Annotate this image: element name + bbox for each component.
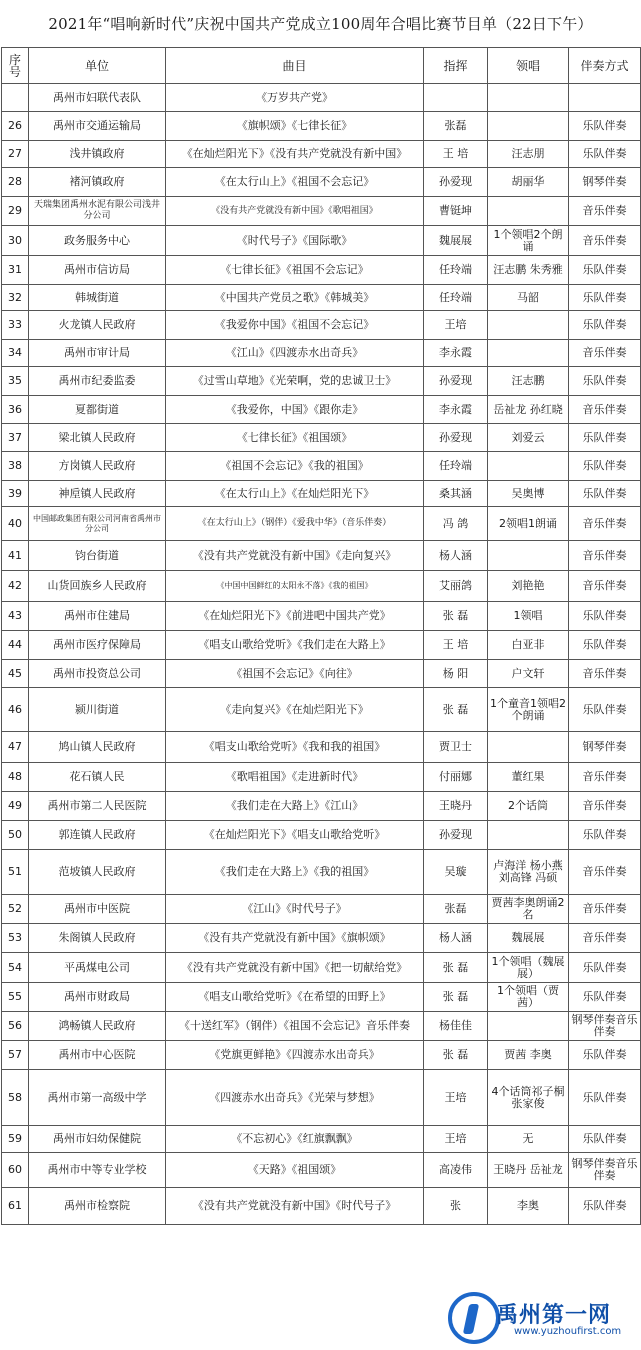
conductor-cell: 张 <box>424 1188 488 1225</box>
lead-singer-cell: 李奥 <box>488 1188 569 1225</box>
conductor-cell: 杨佳佳 <box>424 1012 488 1041</box>
unit-cell: 郭连镇人民政府 <box>29 821 166 850</box>
accompaniment-cell <box>569 84 641 112</box>
unit-cell: 禹州市审计局 <box>29 340 166 367</box>
lead-singer-cell <box>488 452 569 481</box>
conductor-cell: 任玲端 <box>424 452 488 481</box>
unit-cell: 禹州市妇幼保健院 <box>29 1126 166 1153</box>
conductor-cell: 孙爱现 <box>424 367 488 396</box>
accompaniment-cell: 乐队伴奏 <box>569 367 641 396</box>
lead-singer-cell: 贾茜 李奥 <box>488 1041 569 1070</box>
song-cell: 《没有共产党就没有新中国》《旗帜颂》 <box>166 924 424 953</box>
unit-cell: 禹州市财政局 <box>29 983 166 1012</box>
accompaniment-cell: 音乐伴奏 <box>569 571 641 602</box>
conductor-cell: 李永霞 <box>424 396 488 424</box>
song-cell: 《在太行山上》《祖国不会忘记》 <box>166 168 424 197</box>
song-cell: 《我们走在大路上》《江山》 <box>166 792 424 821</box>
conductor-cell: 李永霞 <box>424 340 488 367</box>
seq-cell: 34 <box>2 340 29 367</box>
accompaniment-cell: 音乐伴奏 <box>569 541 641 571</box>
accompaniment-cell: 音乐伴奏 <box>569 792 641 821</box>
table-row <box>2 602 641 631</box>
seq-cell: 31 <box>2 256 29 285</box>
accompaniment-cell: 乐队伴奏 <box>569 602 641 631</box>
lead-singer-cell: 2个话筒 <box>488 792 569 821</box>
song-cell: 《没有共产党就没有新中国》《歌唱祖国》 <box>166 197 424 226</box>
table-row <box>2 112 641 141</box>
lead-singer-cell: 汪志鹏 <box>488 367 569 396</box>
seq-cell: 56 <box>2 1012 29 1041</box>
conductor-cell: 张 磊 <box>424 688 488 732</box>
song-cell: 《党旗更鲜艳》《四渡赤水出奇兵》 <box>166 1041 424 1070</box>
song-cell: 《七律长征》《祖国不会忘记》 <box>166 256 424 285</box>
seq-cell: 46 <box>2 688 29 732</box>
header-cell: 曲目 <box>166 48 424 84</box>
unit-cell: 禹州市医疗保障局 <box>29 631 166 660</box>
accompaniment-cell: 钢琴伴奏音乐伴奏 <box>569 1012 641 1041</box>
seq-cell: 45 <box>2 660 29 688</box>
header-cell: 单位 <box>29 48 166 84</box>
conductor-cell: 王晓丹 <box>424 792 488 821</box>
accompaniment-cell: 音乐伴奏 <box>569 850 641 895</box>
table-row <box>2 688 641 732</box>
conductor-cell: 冯 鸽 <box>424 507 488 541</box>
site-watermark <box>448 1290 641 1350</box>
table-row <box>2 507 641 541</box>
table-row <box>2 1041 641 1070</box>
table-row <box>2 763 641 792</box>
accompaniment-cell: 乐队伴奏 <box>569 285 641 311</box>
accompaniment-cell: 乐队伴奏 <box>569 424 641 452</box>
table-row <box>2 850 641 895</box>
conductor-cell: 杨人涵 <box>424 541 488 571</box>
seq-cell: 28 <box>2 168 29 197</box>
accompaniment-cell: 乐队伴奏 <box>569 112 641 141</box>
table-row <box>2 732 641 763</box>
seq-cell: 50 <box>2 821 29 850</box>
seq-cell: 59 <box>2 1126 29 1153</box>
lead-singer-cell: 王晓丹 岳祉龙 <box>488 1153 569 1188</box>
accompaniment-cell: 音乐伴奏 <box>569 197 641 226</box>
lead-singer-cell: 吴奥博 <box>488 481 569 507</box>
seq-cell: 53 <box>2 924 29 953</box>
lead-singer-cell: 胡丽华 <box>488 168 569 197</box>
table-row <box>2 1188 641 1225</box>
seq-cell: 27 <box>2 141 29 168</box>
seq-cell: 42 <box>2 571 29 602</box>
song-cell: 《不忘初心》《红旗飘飘》 <box>166 1126 424 1153</box>
accompaniment-cell: 音乐伴奏 <box>569 396 641 424</box>
seq-cell: 52 <box>2 895 29 924</box>
song-cell: 《没有共产党就没有新中国》《把一切献给党》 <box>166 953 424 983</box>
unit-cell: 禹州市住建局 <box>29 602 166 631</box>
song-cell: 《天路》《祖国颂》 <box>166 1153 424 1188</box>
unit-cell: 禹州市纪委监委 <box>29 367 166 396</box>
seq-cell: 39 <box>2 481 29 507</box>
song-cell: 《万岁共产党》 <box>166 84 424 112</box>
conductor-cell: 任玲端 <box>424 285 488 311</box>
lead-singer-cell: 1个童音1领唱2个朗诵 <box>488 688 569 732</box>
table-row <box>2 141 641 168</box>
song-cell: 《走向复兴》《在灿烂阳光下》 <box>166 688 424 732</box>
accompaniment-cell: 乐队伴奏 <box>569 688 641 732</box>
unit-cell: 韩城街道 <box>29 285 166 311</box>
accompaniment-cell: 乐队伴奏 <box>569 983 641 1012</box>
lead-singer-cell <box>488 311 569 340</box>
lead-singer-cell: 马韶 <box>488 285 569 311</box>
table-row <box>2 924 641 953</box>
table-row <box>2 821 641 850</box>
table-row <box>2 168 641 197</box>
table-row <box>2 631 641 660</box>
unit-cell: 范坡镇人民政府 <box>29 850 166 895</box>
unit-cell: 禹州市投资总公司 <box>29 660 166 688</box>
song-cell: 《中国共产党员之歌》《韩城美》 <box>166 285 424 311</box>
conductor-cell: 艾丽鸽 <box>424 571 488 602</box>
unit-cell: 禹州市中等专业学校 <box>29 1153 166 1188</box>
seq-cell: 32 <box>2 285 29 311</box>
header-cell: 领唱 <box>488 48 569 84</box>
song-cell: 《在灿烂阳光下》《前进吧中国共产党》 <box>166 602 424 631</box>
conductor-cell: 付丽娜 <box>424 763 488 792</box>
lead-singer-cell <box>488 84 569 112</box>
lead-singer-cell: 4个话筒祁子桐 张家俊 <box>488 1070 569 1126</box>
lead-singer-cell <box>488 1012 569 1041</box>
conductor-cell: 王 培 <box>424 141 488 168</box>
header-cell: 序号 <box>2 48 29 84</box>
unit-cell: 朱阁镇人民政府 <box>29 924 166 953</box>
watermark-name: 禹州第一网 <box>496 1303 612 1328</box>
accompaniment-cell: 乐队伴奏 <box>569 821 641 850</box>
unit-cell: 禹州市信访局 <box>29 256 166 285</box>
table-row <box>2 895 641 924</box>
accompaniment-cell: 乐队伴奏 <box>569 452 641 481</box>
lead-singer-cell <box>488 732 569 763</box>
conductor-cell: 贾卫士 <box>424 732 488 763</box>
table-row <box>2 953 641 983</box>
unit-cell: 禹州市交通运输局 <box>29 112 166 141</box>
song-cell: 《江山》《时代号子》 <box>166 895 424 924</box>
unit-cell: 山货回族乡人民政府 <box>29 571 166 602</box>
table-row <box>2 1012 641 1041</box>
seq-cell: 40 <box>2 507 29 541</box>
lead-singer-cell <box>488 541 569 571</box>
conductor-cell: 杨人涵 <box>424 924 488 953</box>
unit-cell: 花石镇人民 <box>29 763 166 792</box>
site-logo-icon <box>448 1292 500 1344</box>
accompaniment-cell: 音乐伴奏 <box>569 660 641 688</box>
conductor-cell: 吴璇 <box>424 850 488 895</box>
accompaniment-cell: 音乐伴奏 <box>569 924 641 953</box>
song-cell: 《在太行山上》（钢伴）《爱我中华》（音乐伴奏） <box>166 507 424 541</box>
accompaniment-cell: 音乐伴奏 <box>569 226 641 256</box>
accompaniment-cell: 乐队伴奏 <box>569 1188 641 1225</box>
conductor-cell: 高凌伟 <box>424 1153 488 1188</box>
accompaniment-cell: 乐队伴奏 <box>569 1041 641 1070</box>
seq-cell <box>2 84 29 112</box>
song-cell: 《旗帜颂》《七律长征》 <box>166 112 424 141</box>
song-cell: 《在太行山上》《在灿烂阳光下》 <box>166 481 424 507</box>
lead-singer-cell: 汪志朋 <box>488 141 569 168</box>
table-row <box>2 1070 641 1126</box>
conductor-cell: 王培 <box>424 311 488 340</box>
song-cell: 《在灿烂阳光下》《唱支山歌给党听》 <box>166 821 424 850</box>
accompaniment-cell: 乐队伴奏 <box>569 256 641 285</box>
table-row <box>2 311 641 340</box>
accompaniment-cell: 钢琴伴奏 <box>569 168 641 197</box>
unit-cell: 褚河镇政府 <box>29 168 166 197</box>
song-cell: 《十送红军》（钢伴）《祖国不会忘记》音乐伴奏 <box>166 1012 424 1041</box>
song-cell: 《祖国不会忘记》《我的祖国》 <box>166 452 424 481</box>
seq-cell: 58 <box>2 1070 29 1126</box>
unit-cell: 平禹煤电公司 <box>29 953 166 983</box>
lead-singer-cell: 董红果 <box>488 763 569 792</box>
lead-singer-cell: 无 <box>488 1126 569 1153</box>
table-header-row <box>2 48 641 84</box>
accompaniment-cell: 乐队伴奏 <box>569 311 641 340</box>
seq-cell: 57 <box>2 1041 29 1070</box>
table-row <box>2 1126 641 1153</box>
conductor-cell: 张磊 <box>424 895 488 924</box>
unit-cell: 鸿畅镇人民政府 <box>29 1012 166 1041</box>
page-title: 2021年“唱响新时代”庆祝中国共产党成立100周年合唱比赛节目单（22日下午） <box>48 15 593 33</box>
unit-cell: 钧台街道 <box>29 541 166 571</box>
lead-singer-cell: 1个领唱（魏展展） <box>488 953 569 983</box>
unit-cell: 禹州市中心医院 <box>29 1041 166 1070</box>
table-row <box>2 1153 641 1188</box>
unit-cell: 颍川街道 <box>29 688 166 732</box>
header-cell: 指挥 <box>424 48 488 84</box>
conductor-cell: 孙爱现 <box>424 168 488 197</box>
accompaniment-cell: 音乐伴奏 <box>569 507 641 541</box>
seq-cell: 26 <box>2 112 29 141</box>
unit-cell: 神垕镇人民政府 <box>29 481 166 507</box>
watermark-url: www.yuzhoufirst.com <box>514 1326 622 1337</box>
conductor-cell: 王培 <box>424 1070 488 1126</box>
conductor-cell: 王培 <box>424 1126 488 1153</box>
accompaniment-cell: 乐队伴奏 <box>569 481 641 507</box>
lead-singer-cell: 户文轩 <box>488 660 569 688</box>
accompaniment-cell: 钢琴伴奏 <box>569 732 641 763</box>
seq-cell: 61 <box>2 1188 29 1225</box>
table-row <box>2 660 641 688</box>
song-cell: 《时代号子》《国际歌》 <box>166 226 424 256</box>
accompaniment-cell: 乐队伴奏 <box>569 631 641 660</box>
unit-cell: 禹州市中医院 <box>29 895 166 924</box>
conductor-cell: 张 磊 <box>424 602 488 631</box>
seq-cell: 48 <box>2 763 29 792</box>
song-cell: 《我爱你中国》《祖国不会忘记》 <box>166 311 424 340</box>
conductor-cell: 曹铤坤 <box>424 197 488 226</box>
seq-cell: 55 <box>2 983 29 1012</box>
lead-singer-cell: 1个领唱2个朗诵 <box>488 226 569 256</box>
seq-cell: 35 <box>2 367 29 396</box>
conductor-cell: 桑其涵 <box>424 481 488 507</box>
accompaniment-cell: 乐队伴奏 <box>569 141 641 168</box>
accompaniment-cell: 乐队伴奏 <box>569 1070 641 1126</box>
unit-cell: 方岗镇人民政府 <box>29 452 166 481</box>
lead-singer-cell: 汪志鹏 朱秀雅 <box>488 256 569 285</box>
seq-cell: 29 <box>2 197 29 226</box>
conductor-cell: 杨 阳 <box>424 660 488 688</box>
conductor-cell: 孙爱现 <box>424 821 488 850</box>
lead-singer-cell <box>488 340 569 367</box>
lead-singer-cell <box>488 112 569 141</box>
unit-cell: 禹州市妇联代表队 <box>29 84 166 112</box>
table-row <box>2 571 641 602</box>
table-row <box>2 197 641 226</box>
conductor-cell: 张 磊 <box>424 953 488 983</box>
song-cell: 《没有共产党就没有新中国》《走向复兴》 <box>166 541 424 571</box>
unit-cell: 政务服务中心 <box>29 226 166 256</box>
lead-singer-cell: 1领唱 <box>488 602 569 631</box>
seq-cell: 38 <box>2 452 29 481</box>
song-cell: 《唱支山歌给党听》《我们走在大路上》 <box>166 631 424 660</box>
table-row <box>2 424 641 452</box>
unit-cell: 夏都街道 <box>29 396 166 424</box>
song-cell: 《四渡赤水出奇兵》《光荣与梦想》 <box>166 1070 424 1126</box>
lead-singer-cell: 刘艳艳 <box>488 571 569 602</box>
seq-cell: 33 <box>2 311 29 340</box>
accompaniment-cell: 乐队伴奏 <box>569 953 641 983</box>
seq-cell: 36 <box>2 396 29 424</box>
seq-cell: 54 <box>2 953 29 983</box>
seq-cell: 44 <box>2 631 29 660</box>
unit-cell: 禹州市第二人民医院 <box>29 792 166 821</box>
song-cell: 《中国中国鲜红的太阳永不落》《我的祖国》 <box>166 571 424 602</box>
header-cell: 伴奏方式 <box>569 48 641 84</box>
unit-cell: 禹州市第一高级中学 <box>29 1070 166 1126</box>
accompaniment-cell: 音乐伴奏 <box>569 895 641 924</box>
song-cell: 《我们走在大路上》《我的祖国》 <box>166 850 424 895</box>
lead-singer-cell: 卢海洋 杨小燕 刘高锋 冯硕 <box>488 850 569 895</box>
conductor-cell: 张 磊 <box>424 983 488 1012</box>
seq-cell: 49 <box>2 792 29 821</box>
unit-cell: 火龙镇人民政府 <box>29 311 166 340</box>
seq-cell: 47 <box>2 732 29 763</box>
lead-singer-cell: 贾茜李奥朗诵2名 <box>488 895 569 924</box>
lead-singer-cell: 白亚非 <box>488 631 569 660</box>
conductor-cell: 张 磊 <box>424 1041 488 1070</box>
table-row <box>2 396 641 424</box>
seq-cell: 30 <box>2 226 29 256</box>
accompaniment-cell: 音乐伴奏 <box>569 763 641 792</box>
song-cell: 《唱支山歌给党听》《我和我的祖国》 <box>166 732 424 763</box>
unit-cell: 天瑞集团禹州水泥有限公司浅井分公司 <box>29 197 166 226</box>
seq-cell: 43 <box>2 602 29 631</box>
conductor-cell: 魏展展 <box>424 226 488 256</box>
song-cell: 《没有共产党就没有新中国》《时代号子》 <box>166 1188 424 1225</box>
seq-cell: 41 <box>2 541 29 571</box>
table-row <box>2 256 641 285</box>
conductor-cell: 任玲端 <box>424 256 488 285</box>
song-cell: 《过雪山草地》《光荣啊，党的忠诚卫士》 <box>166 367 424 396</box>
lead-singer-cell: 2领唱1朗诵 <box>488 507 569 541</box>
unit-cell: 中国邮政集团有限公司河南省禹州市分公司 <box>29 507 166 541</box>
unit-cell: 浅井镇政府 <box>29 141 166 168</box>
conductor-cell: 张磊 <box>424 112 488 141</box>
conductor-cell: 王 培 <box>424 631 488 660</box>
conductor-cell <box>424 84 488 112</box>
lead-singer-cell <box>488 197 569 226</box>
table-row <box>2 340 641 367</box>
conductor-cell: 孙爱现 <box>424 424 488 452</box>
song-cell: 《我爱你，中国》《跟你走》 <box>166 396 424 424</box>
accompaniment-cell: 音乐伴奏 <box>569 340 641 367</box>
song-cell: 《在灿烂阳光下》《没有共产党就没有新中国》 <box>166 141 424 168</box>
unit-cell: 梁北镇人民政府 <box>29 424 166 452</box>
unit-cell: 禹州市检察院 <box>29 1188 166 1225</box>
lead-singer-cell: 岳祉龙 孙红晓 <box>488 396 569 424</box>
song-cell: 《七律长征》《祖国颂》 <box>166 424 424 452</box>
song-cell: 《歌唱祖国》《走进新时代》 <box>166 763 424 792</box>
program-table <box>1 47 641 1225</box>
accompaniment-cell: 乐队伴奏 <box>569 1126 641 1153</box>
table-row <box>2 285 641 311</box>
table-row <box>2 481 641 507</box>
lead-singer-cell: 1个领唱（贾茜） <box>488 983 569 1012</box>
table-row <box>2 541 641 571</box>
table-row <box>2 367 641 396</box>
table-row <box>2 452 641 481</box>
unit-cell: 鸠山镇人民政府 <box>29 732 166 763</box>
lead-singer-cell: 魏展展 <box>488 924 569 953</box>
table-row <box>2 226 641 256</box>
song-cell: 《祖国不会忘记》《向往》 <box>166 660 424 688</box>
lead-singer-cell <box>488 821 569 850</box>
seq-cell: 37 <box>2 424 29 452</box>
accompaniment-cell: 钢琴伴奏音乐伴奏 <box>569 1153 641 1188</box>
seq-cell: 60 <box>2 1153 29 1188</box>
lead-singer-cell: 刘爱云 <box>488 424 569 452</box>
table-row <box>2 84 641 112</box>
seq-cell: 51 <box>2 850 29 895</box>
table-row <box>2 983 641 1012</box>
table-row <box>2 792 641 821</box>
song-cell: 《唱支山歌给党听》《在希望的田野上》 <box>166 983 424 1012</box>
song-cell: 《江山》《四渡赤水出奇兵》 <box>166 340 424 367</box>
